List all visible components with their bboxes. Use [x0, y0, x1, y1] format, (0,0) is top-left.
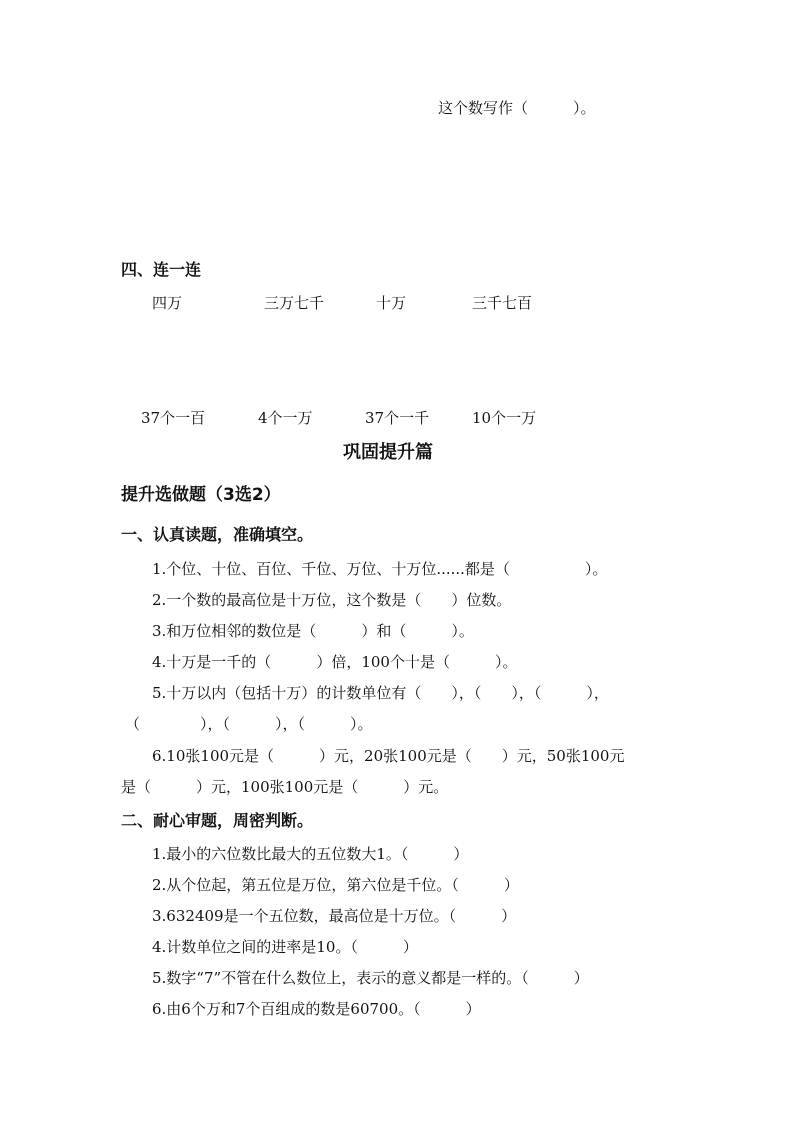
part2-question-4: 4.计数单位之间的进率是10。（ ） [152, 938, 418, 956]
part1-question-4: 4.十万是一千的（ ）倍，100个十是（ ）。 [152, 653, 518, 671]
part2-question-1: 1.最小的六位数比最大的五位数大1。（ ） [152, 845, 469, 863]
match-top-item-1[interactable]: 四万 [152, 294, 183, 312]
part2-question-6: 6.由6个万和7个百组成的数是60700。（ ） [152, 1000, 481, 1018]
part1-question-2: 2.一个数的最高位是十万位，这个数是（ ）位数。 [152, 591, 512, 609]
part2-question-2: 2.从个位起，第五位是万位，第六位是千位。（ ） [152, 876, 519, 894]
part1-question-1: 1.个位、十位、百位、千位、万位、十万位......都是（ ）。 [152, 560, 608, 578]
part2-question-5: 5.数字“7”不管在什么数位上，表示的意义都是一样的。（ ） [152, 969, 589, 987]
subtitle: 提升选做题（3选2） [121, 485, 281, 505]
part2-question-3: 3.632409是一个五位数，最高位是十万位。（ ） [152, 907, 517, 925]
match-bottom-item-2[interactable]: 4个一万 [258, 409, 313, 427]
part1-question-6-line2: 是（ ）元，100张100元是（ ）元。 [121, 778, 449, 796]
write-number-prompt: 这个数写作（ ）。 [438, 99, 596, 117]
match-bottom-item-3[interactable]: 37个一千 [365, 409, 430, 427]
page-title: 巩固提升篇 [343, 442, 433, 463]
part1-question-5-line1: 5.十万以内（包括十万）的计数单位有（ ），（ ），（ ）， [152, 684, 609, 702]
part1-question-5-line2: （ ），（ ），（ ）。 [125, 715, 373, 733]
match-top-item-4[interactable]: 三千七百 [472, 294, 533, 312]
match-bottom-item-4[interactable]: 10个一万 [472, 409, 537, 427]
part2-heading: 二、耐心审题，周密判断。 [121, 811, 314, 830]
part1-heading: 一、认真读题，准确填空。 [121, 525, 314, 544]
match-top-item-2[interactable]: 三万七千 [264, 294, 325, 312]
part1-question-6-line1: 6.10张100元是（ ）元，20张100元是（ ）元，50张100元 [152, 747, 625, 765]
match-bottom-item-1[interactable]: 37个一百 [141, 409, 206, 427]
part1-question-3: 3.和万位相邻的数位是（ ）和（ ）。 [152, 622, 474, 640]
match-top-item-3[interactable]: 十万 [376, 294, 407, 312]
section4-heading: 四、连一连 [121, 260, 202, 279]
